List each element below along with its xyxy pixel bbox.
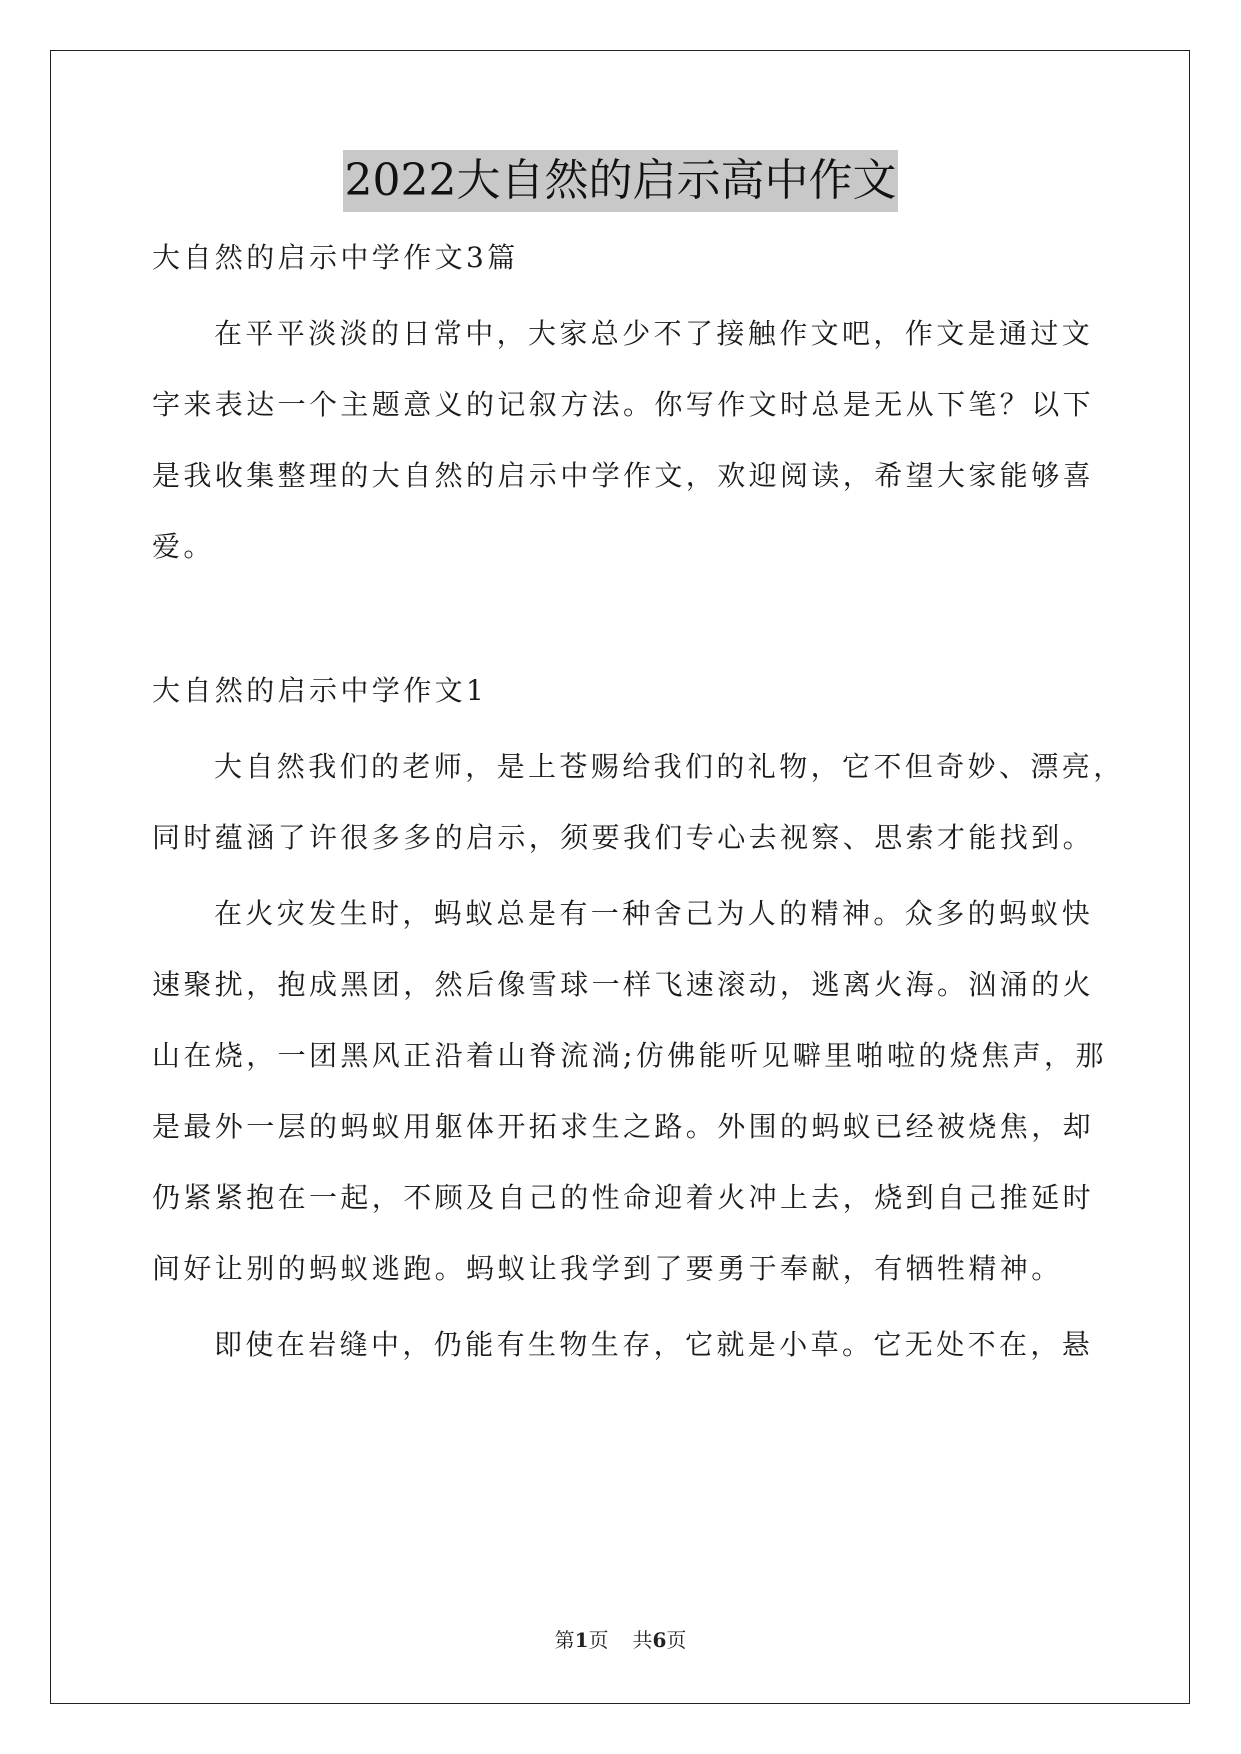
footer-page-suffix: 页 [588, 1628, 609, 1652]
title-block [0, 150, 1241, 212]
footer-total-prefix: 共 [632, 1628, 653, 1652]
footer-page-prefix: 第 [554, 1628, 575, 1652]
paragraph-line: 爱。 [152, 530, 215, 563]
paragraph-line: 在火灾发生时，蚂蚁总是有一种舍己为人的精神。众多的蚂蚁快 [214, 897, 1094, 930]
page-footer [0, 1624, 1241, 1653]
paragraph-line: 在平平淡淡的日常中，大家总少不了接触作文吧，作文是通过文 [214, 317, 1094, 350]
paragraph-line: 山在烧，一团黑风正沿着山脊流淌;仿佛能听见噼里啪啦的烧焦声，那 [152, 1039, 1107, 1072]
paragraph-line: 字来表达一个主题意义的记叙方法。你写作文时总是无从下笔？以下 [152, 388, 1095, 421]
section-heading: 大自然的启示中学作文3篇 [152, 241, 519, 274]
paragraph-line: 是最外一层的蚂蚁用躯体开拓求生之路。外围的蚂蚁已经被烧焦，却 [152, 1110, 1095, 1143]
section-heading: 大自然的启示中学作文1 [152, 674, 488, 707]
document-title: 2022大自然的启示高中作文 [343, 150, 899, 212]
paragraph-line: 同时蕴涵了许很多多的启示，须要我们专心去视察、思索才能找到。 [152, 821, 1095, 854]
paragraph-line: 速聚扰，抱成黑团，然后像雪球一样飞速滚动，逃离火海。汹涌的火 [152, 968, 1095, 1001]
paragraph-line: 仍紧紧抱在一起，不顾及自己的性命迎着火冲上去，烧到自己推延时 [152, 1181, 1095, 1214]
paragraph-line: 间好让别的蚂蚁逃跑。蚂蚁让我学到了要勇于奉献，有牺牲精神。 [152, 1252, 1063, 1285]
paragraph-line: 是我收集整理的大自然的启示中学作文，欢迎阅读，希望大家能够喜 [152, 459, 1095, 492]
paragraph-line: 大自然我们的老师，是上苍赐给我们的礼物，它不但奇妙、漂亮， [214, 750, 1125, 783]
footer-total-suffix: 页 [666, 1628, 687, 1652]
footer-page-number: 1 [574, 1628, 589, 1652]
footer-total-number: 6 [652, 1628, 667, 1652]
page-frame [50, 50, 1190, 1704]
paragraph-line: 即使在岩缝中，仍能有生物生存，它就是小草。它无处不在，悬 [214, 1328, 1094, 1361]
